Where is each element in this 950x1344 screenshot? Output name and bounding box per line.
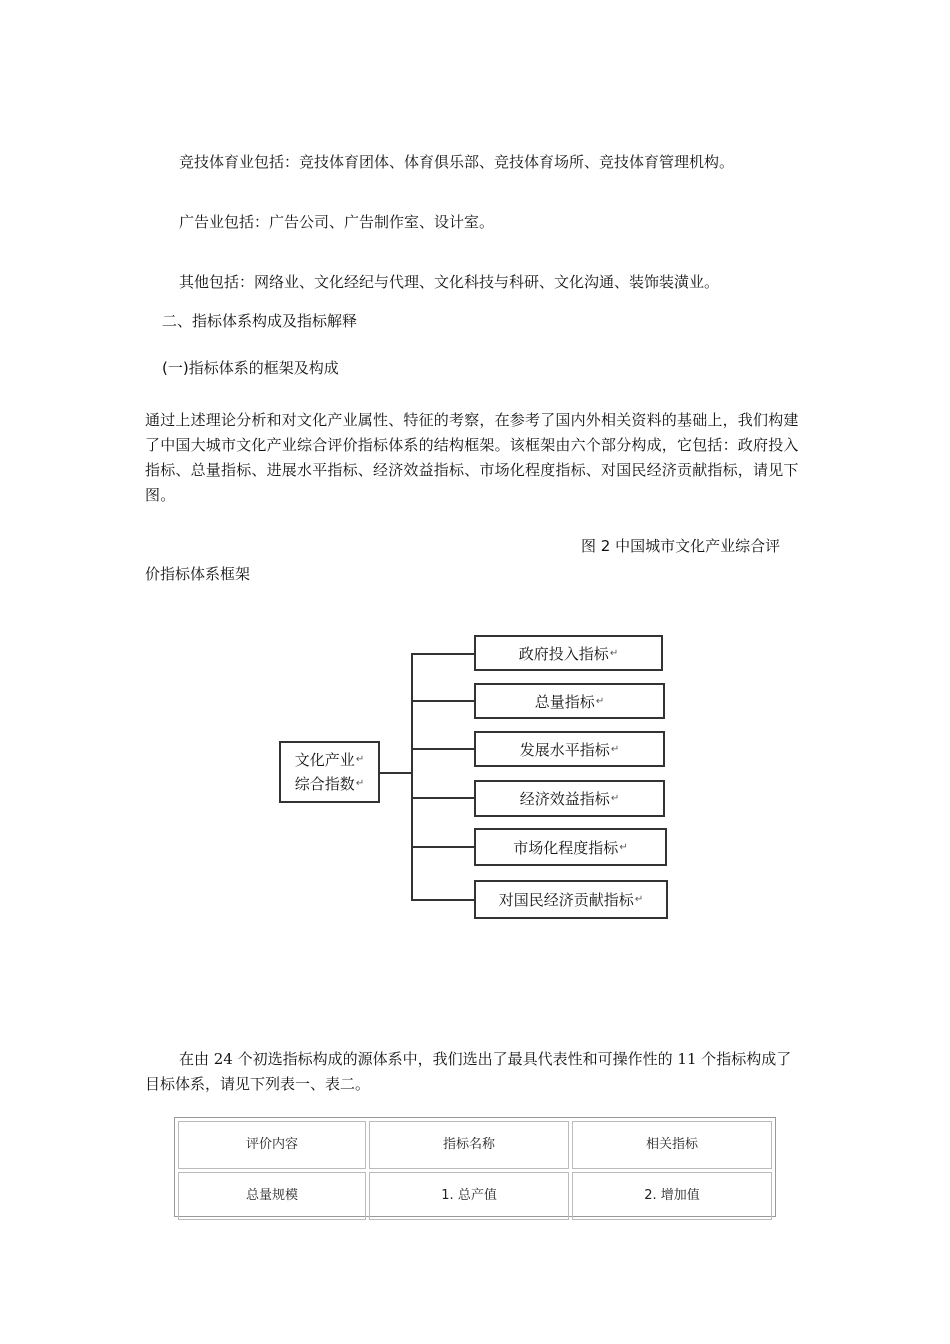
paragraph-ads: 广告业包括：广告公司、广告制作室、设计室。 — [179, 213, 495, 231]
table-cell: 2. 增加值 — [572, 1172, 772, 1220]
figure-caption-line2: 价指标体系框架 — [145, 565, 251, 583]
connector-root — [380, 772, 412, 774]
figure-caption-line1: 图 2 中国城市文化产业综合评 — [581, 537, 781, 555]
child-label: 总量指标 — [534, 692, 595, 711]
root-label-line2: 综合指数 — [294, 775, 355, 793]
return-mark-icon: ↵ — [595, 695, 605, 707]
return-mark-icon: ↵ — [610, 743, 620, 755]
diagram-child-box — [474, 683, 665, 719]
paragraph-selection: 在由 24 个初选指标构成的源体系中，我们选出了最具代表性和可操作性的 11 个指标构成了目标体系，请见下列表一、表二。 — [145, 1050, 792, 1093]
child-label: 政府投入指标 — [518, 644, 609, 663]
connector-branch — [411, 700, 475, 702]
table-header-cell: 评价内容 — [178, 1121, 366, 1169]
table-row — [178, 1172, 772, 1220]
diagram-root-box — [279, 741, 380, 803]
diagram-child-box — [474, 635, 663, 671]
return-mark-icon: ↵ — [355, 778, 365, 789]
paragraph-sports: 竞技体育业包括：竞技体育团体、体育俱乐部、竞技体育场所、竞技体育管理机构。 — [179, 153, 735, 171]
child-label: 经济效益指标 — [519, 790, 610, 808]
return-mark-icon: ↵ — [634, 894, 644, 905]
table-header-cell: 指标名称 — [369, 1121, 569, 1169]
return-mark-icon: ↵ — [610, 793, 620, 804]
child-label: 对国民经济贡献指标 — [498, 891, 634, 909]
return-mark-icon: ↵ — [619, 841, 628, 853]
paragraph-other: 其他包括：网络业、文化经纪与代理、文化科技与科研、文化沟通、装饰装潢业。 — [179, 273, 720, 291]
diagram-child-box — [474, 731, 665, 767]
connector-branch — [411, 899, 475, 901]
paragraph-intro: 通过上述理论分析和对文化产业属性、特征的考察，在参考了国内外相关资料的基础上，我们构建了中国大城市文化产业综合评价指标体系的结构框架。该框架由六个部分构成，它包括：政府投入指标、总量指标、进展水平指标、经济效益指标、市场化程度指标、对国民经济贡献指标，请见下图。 — [145, 411, 799, 504]
connector-branch — [411, 748, 475, 750]
child-label: 发展水平指标 — [519, 740, 610, 759]
connector-branch — [411, 846, 475, 848]
connector-trunk — [411, 653, 413, 901]
diagram-child-box — [474, 780, 665, 817]
table-header-cell: 相关指标 — [572, 1121, 772, 1169]
table-cell: 总量规模 — [178, 1172, 366, 1220]
child-label: 市场化程度指标 — [513, 838, 619, 857]
diagram-child-box — [474, 880, 668, 919]
return-mark-icon: ↵ — [609, 647, 619, 659]
subsection-heading: (一)指标体系的框架及构成 — [162, 359, 339, 377]
index-table — [174, 1117, 776, 1217]
table-header-row — [178, 1121, 772, 1169]
section-heading: 二、指标体系构成及指标解释 — [162, 312, 358, 330]
connector-branch — [411, 797, 475, 799]
diagram-child-box — [474, 828, 667, 866]
return-mark-icon: ↵ — [355, 754, 365, 765]
connector-branch — [411, 653, 475, 655]
table-cell: 1. 总产值 — [369, 1172, 569, 1220]
root-label-line1: 文化产业 — [294, 751, 355, 769]
